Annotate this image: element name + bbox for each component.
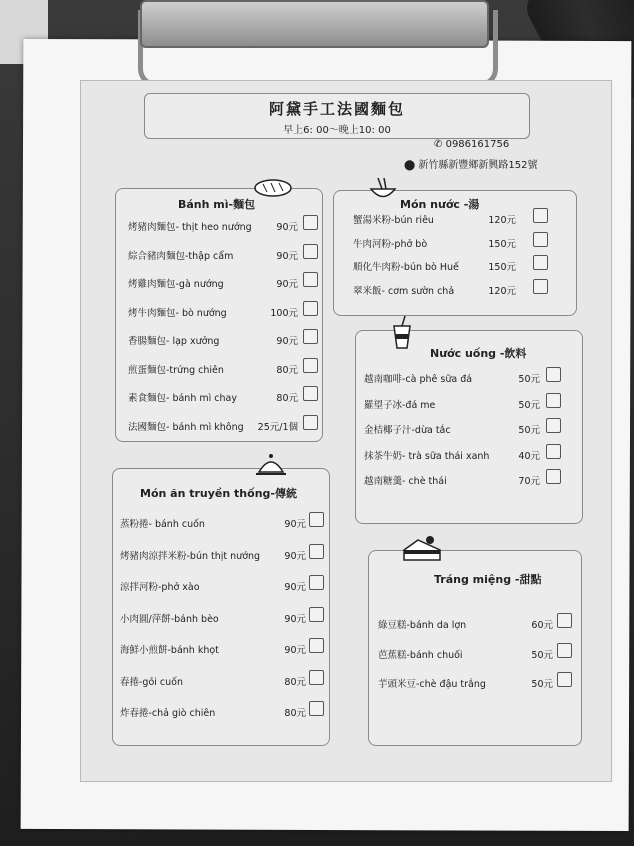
menu-item-name: 芭蕉糕-bánh chuối bbox=[378, 649, 463, 661]
menu-item-price: 50元 bbox=[531, 649, 553, 661]
menu-item-price: 50元 bbox=[531, 679, 553, 690]
menu-item-price: 50元 bbox=[518, 374, 540, 385]
order-checkbox[interactable] bbox=[557, 613, 572, 628]
menu-item-price: 80元 bbox=[284, 676, 306, 688]
menu-item-name: 順化牛肉粉-bún bò Huế bbox=[353, 262, 459, 273]
menu-item-price: 120元 bbox=[488, 215, 516, 226]
menu-item-name: 素食麵包- bánh mì chay bbox=[128, 393, 237, 404]
menu-item-name: 綜合豬肉麵包-thập cẩm bbox=[128, 250, 234, 262]
menu-item-name: 烤雞肉麵包-gà nướng bbox=[128, 279, 224, 290]
menu-item-price: 90元 bbox=[284, 645, 306, 656]
order-checkbox[interactable] bbox=[309, 512, 324, 527]
order-checkbox[interactable] bbox=[533, 208, 548, 223]
menu-item-price: 90元 bbox=[276, 279, 298, 290]
drink-cup-icon bbox=[390, 314, 414, 350]
order-checkbox[interactable] bbox=[303, 272, 318, 287]
menu-item-price: 25元/1個 bbox=[257, 421, 298, 433]
menu-item-name: 翠米飯- cơm sườn chả bbox=[353, 285, 455, 297]
menu-item-price: 80元 bbox=[276, 364, 298, 376]
menu-item-price: 90元 bbox=[284, 550, 306, 562]
order-checkbox[interactable] bbox=[546, 444, 561, 459]
menu-item-price: 150元 bbox=[488, 262, 516, 273]
order-checkbox[interactable] bbox=[303, 329, 318, 344]
order-checkbox[interactable] bbox=[309, 575, 324, 590]
noodle-bowl-icon bbox=[368, 176, 398, 202]
order-checkbox[interactable] bbox=[309, 670, 324, 685]
menu-item-name: 烤豬肉涼拌米粉-bún thịt nướng bbox=[120, 550, 261, 562]
menu-item-price: 90元 bbox=[276, 250, 298, 262]
phone-icon: ✆ bbox=[434, 139, 443, 150]
order-checkbox[interactable] bbox=[303, 386, 318, 401]
menu-item-name: 小肉圓/萍餅-bánh bèo bbox=[120, 613, 219, 625]
shop-title: 阿黛手工法國麵包 bbox=[268, 100, 405, 118]
order-checkbox[interactable] bbox=[533, 255, 548, 270]
section-title-truyen-thong: Món ăn truyền thống-傳統 bbox=[140, 487, 297, 500]
menu-item-name: 法國麵包- bánh mì không bbox=[128, 421, 244, 433]
menu-item-name: 蒸粉捲- bánh cuốn bbox=[120, 519, 205, 530]
menu-item-name: 金桔椰子汁-dừa tắc bbox=[364, 425, 451, 436]
order-checkbox[interactable] bbox=[546, 418, 561, 433]
menu-item-name: 牛肉河粉-phở bò bbox=[353, 238, 428, 250]
menu-item-name: 炸春捲-chả giò chiên bbox=[120, 708, 216, 719]
order-checkbox[interactable] bbox=[309, 607, 324, 622]
section-title-mon-nuoc: Món nước -湯 bbox=[400, 198, 480, 211]
section-title-banh-mi: Bánh mì-麵包 bbox=[178, 198, 256, 211]
address-line bbox=[404, 156, 537, 171]
opening-hours: 早上6: 00～晚上10: 00 bbox=[283, 125, 391, 136]
menu-item-name: 海鮮小煎餅-bánh khọt bbox=[120, 645, 219, 656]
menu-item-price: 90元 bbox=[284, 582, 306, 593]
bread-icon bbox=[253, 176, 293, 198]
menu-item-price: 90元 bbox=[284, 613, 306, 625]
order-checkbox[interactable] bbox=[309, 544, 324, 559]
menu-item-name: 芋頭米豆-chè đậu trắng bbox=[378, 679, 486, 690]
order-checkbox[interactable] bbox=[533, 232, 548, 247]
menu-item-name: 越南糖羹- chè thái bbox=[364, 476, 447, 487]
address: 新竹縣新豐鄉新興路152號 bbox=[418, 160, 538, 171]
order-checkbox[interactable] bbox=[309, 701, 324, 716]
order-checkbox[interactable] bbox=[546, 469, 561, 484]
order-checkbox[interactable] bbox=[533, 279, 548, 294]
menu-item-price: 90元 bbox=[284, 519, 306, 530]
menu-item-name: 春捲-gỏi cuốn bbox=[120, 676, 184, 688]
menu-item-price: 100元 bbox=[270, 307, 298, 319]
section-title-trang-mieng: Tráng miệng -甜點 bbox=[434, 573, 542, 586]
menu-item-price: 70元 bbox=[518, 476, 540, 487]
order-checkbox[interactable] bbox=[309, 638, 324, 653]
menu-header bbox=[144, 93, 530, 139]
menu-item-price: 120元 bbox=[488, 285, 516, 297]
menu-item-name: 綠豆糕-bánh da lợn bbox=[378, 620, 467, 631]
menu-item-name: 香腸麵包- lạp xưởng bbox=[128, 336, 220, 347]
order-checkbox[interactable] bbox=[546, 393, 561, 408]
order-checkbox[interactable] bbox=[303, 244, 318, 259]
menu-item-price: 50元 bbox=[518, 425, 540, 436]
menu-item-price: 40元 bbox=[518, 450, 540, 462]
cake-icon bbox=[400, 534, 444, 568]
menu-item-price: 90元 bbox=[276, 336, 298, 347]
order-checkbox[interactable] bbox=[557, 643, 572, 658]
phone-line bbox=[434, 139, 509, 150]
order-checkbox[interactable] bbox=[546, 367, 561, 382]
order-checkbox[interactable] bbox=[303, 215, 318, 230]
menu-item-name: 抹茶牛奶- trà sữa thái xanh bbox=[364, 450, 490, 462]
menu-item-price: 90元 bbox=[276, 222, 298, 233]
cloche-icon bbox=[255, 450, 287, 478]
menu-item-name: 蟹湯米粉-bún riêu bbox=[353, 215, 434, 226]
menu-item-name: 羅望子冰-đá me bbox=[364, 399, 436, 411]
menu-item-price: 80元 bbox=[284, 708, 306, 719]
location-pin-icon: ⬤ bbox=[404, 160, 416, 171]
order-checkbox[interactable] bbox=[303, 301, 318, 316]
order-checkbox[interactable] bbox=[303, 415, 318, 430]
section-title-nuoc-uong: Nước uống -飲料 bbox=[430, 347, 527, 360]
menu-item-price: 60元 bbox=[531, 620, 553, 631]
menu-item-name: 越南咖啡-cà phê sữa đá bbox=[364, 374, 473, 385]
menu-item-price: 80元 bbox=[276, 393, 298, 404]
menu-item-name: 涼拌河粉-phở xào bbox=[120, 582, 200, 593]
order-checkbox[interactable] bbox=[303, 358, 318, 373]
menu-item-name: 煎蛋麵包-trứng chiên bbox=[128, 364, 224, 376]
order-checkbox[interactable] bbox=[557, 672, 572, 687]
menu-item-name: 烤牛肉麵包- bò nướng bbox=[128, 307, 227, 319]
menu-item-price: 150元 bbox=[488, 238, 516, 250]
clipboard-clip bbox=[140, 0, 489, 48]
menu-item-price: 50元 bbox=[518, 399, 540, 411]
menu-item-name: 烤豬肉麵包- thịt heo nướng bbox=[128, 222, 252, 233]
phone-number: 0986161756 bbox=[445, 139, 510, 150]
